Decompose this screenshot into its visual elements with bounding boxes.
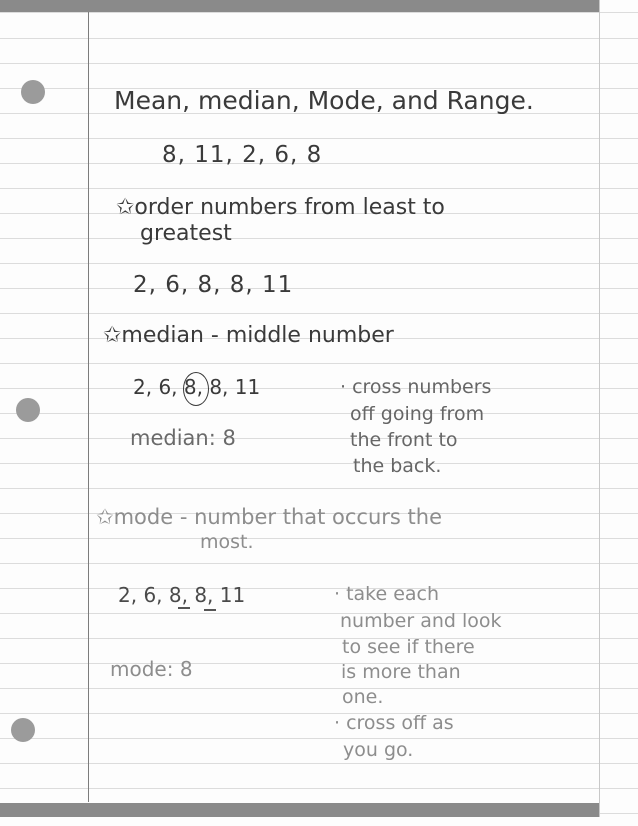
mode-heading-line-2: most.: [200, 531, 254, 553]
median-result: median: 8: [130, 426, 236, 450]
page-title: Mean, median, Mode, and Range.: [114, 86, 534, 115]
mode-heading-line-1: ✩mode - number that occurs the: [96, 505, 442, 529]
order-step-line-2: greatest: [140, 221, 232, 246]
median-tip-line-1: · cross numbers: [340, 376, 492, 398]
margin-line: [88, 12, 89, 802]
mode-tip-line-3: to see if there: [342, 636, 475, 658]
mode-tip-line-2: number and look: [340, 610, 502, 632]
mode-underline-1: [178, 607, 190, 609]
binder-hole-top: [21, 80, 45, 104]
mode-tip-line-6: · cross off as: [334, 712, 454, 734]
median-tip-line-2: off going from: [350, 403, 485, 425]
scan-border-top: [0, 0, 600, 12]
order-step-line-1: ✩order numbers from least to: [116, 195, 445, 220]
scan-border-bottom: [0, 803, 600, 817]
page-edge: [599, 0, 600, 817]
median-tip-line-4: the back.: [353, 455, 442, 477]
mode-underline-2: [204, 609, 216, 611]
mode-tip-line-7: you go.: [343, 739, 414, 761]
ordered-numbers: 2, 6, 8, 8, 11: [133, 272, 294, 298]
mode-tip-line-4: is more than: [341, 661, 461, 683]
mode-tip-line-5: one.: [342, 686, 384, 708]
median-crossed-list: 2, 6, 8, 8, 11: [133, 375, 261, 399]
binder-hole-bottom: [11, 718, 35, 742]
median-heading: ✩median - middle number: [103, 323, 394, 348]
mode-crossed-list: 2, 6, 8, 8, 11: [118, 583, 246, 607]
median-tip-line-3: the front to: [350, 429, 458, 451]
mode-result: mode: 8: [110, 657, 193, 681]
median-circle-mark: [183, 372, 209, 406]
given-numbers: 8, 11, 2, 6, 8: [162, 142, 323, 168]
mode-tip-line-1: · take each: [334, 583, 440, 605]
binder-hole-middle: [16, 398, 40, 422]
